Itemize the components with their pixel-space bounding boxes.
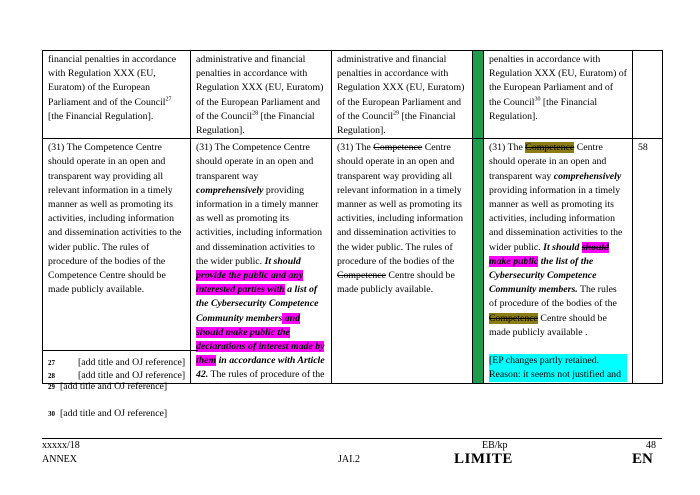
page-number: 48 [646,440,656,451]
cell-parliament-text: administrative and financial penalties in accordance with Regulation XXX (EU, Euratom) of the European Parliament and of the Council$^{28}$ [the Financial Regulation]. [191,51,332,139]
cell-row-number [633,51,663,139]
footnote: 29 [add title and OJ reference] [48,381,168,392]
comparison-table [42,50,663,384]
language-code: EN [632,451,653,467]
footnote-separator [42,350,198,351]
cell-council-text: administrative and financial penalties in accordance with Regulation XXX (EU, Euratom) of the European Parliament and of the Council$^{29}$ [the Financial Regulation]. [332,51,473,139]
document-reference: xxxxx/18 [42,440,80,451]
table-row [43,139,663,383]
department-code: JAI.2 [338,454,360,465]
author-initials: EB/kp [482,440,508,451]
ep-changes-note: [EP changes partly retained. Reason: it seems not justified and [489,354,627,382]
table-row [43,51,663,139]
cell-commission-text: (31) The Competence Centre should operate in an open and transparent way providing all relevant information in a timely manner as well as promoting its activities, including information and dissemination activities to the wider public. The rules of procedure of the bodies of the Competence Centre should be made publicly available. [43,139,191,383]
cell-commission-text: financial penalties in accordance with Regulation XXX (EU, Euratom) of the European Parliament and of the Council$^{27}$ [the Financial Regulation]. [43,51,191,139]
footnote: 30 [add title and OJ reference] [48,408,168,419]
footer-separator [42,438,662,439]
green-marker-cell [473,51,484,139]
cell-council-text: (31) The Competence Centre should operate in an open and transparent way providing all relevant information in a timely manner as well as promoting its activities, including information and dissemination activities to the wider public. The rules of procedure of the bodies of the Competence Centre should be made publicly available. [332,139,473,383]
annex-label: ANNEX [42,454,77,465]
cell-row-number: 58 [633,139,663,383]
cell-parliament-text: (31) The Competence Centre should operate in an open and transparent way comprehensively providing information in a timely manner as well as promoting its activities, including information and dissemination activities to the wider public. It should provide the public and any interested parties with a list of the Cybersecurity Competence Community members and should make public the declarations of interest made by them in accordance with Article 42. The rules of procedure of the [191,139,332,383]
green-marker-cell [473,139,484,383]
footnote: 27 [add title and OJ reference] [48,357,186,368]
cell-compromise-text: penalties in accordance with Regulation XXX (EU, Euratom) of the European Parliament and of the Council$^{30}$ [the Financial Regulation]. [484,51,633,139]
footnote: 28 [add title and OJ reference] [48,370,186,381]
cell-compromise-text: (31) The Competence Centre should operate in an open and transparent way comprehensively providing information in a timely manner as well as promoting its activities, including information and dissemination activities to the wider public. It should should make public the list of the Cybersecurity Competence Community members. The rules of procedure of the bodies of the Competence Centre should be made publicly available . [EP changes partly retained. Reason: it seems not justified and [484,139,633,383]
classification-label: LIMITE [454,451,513,467]
